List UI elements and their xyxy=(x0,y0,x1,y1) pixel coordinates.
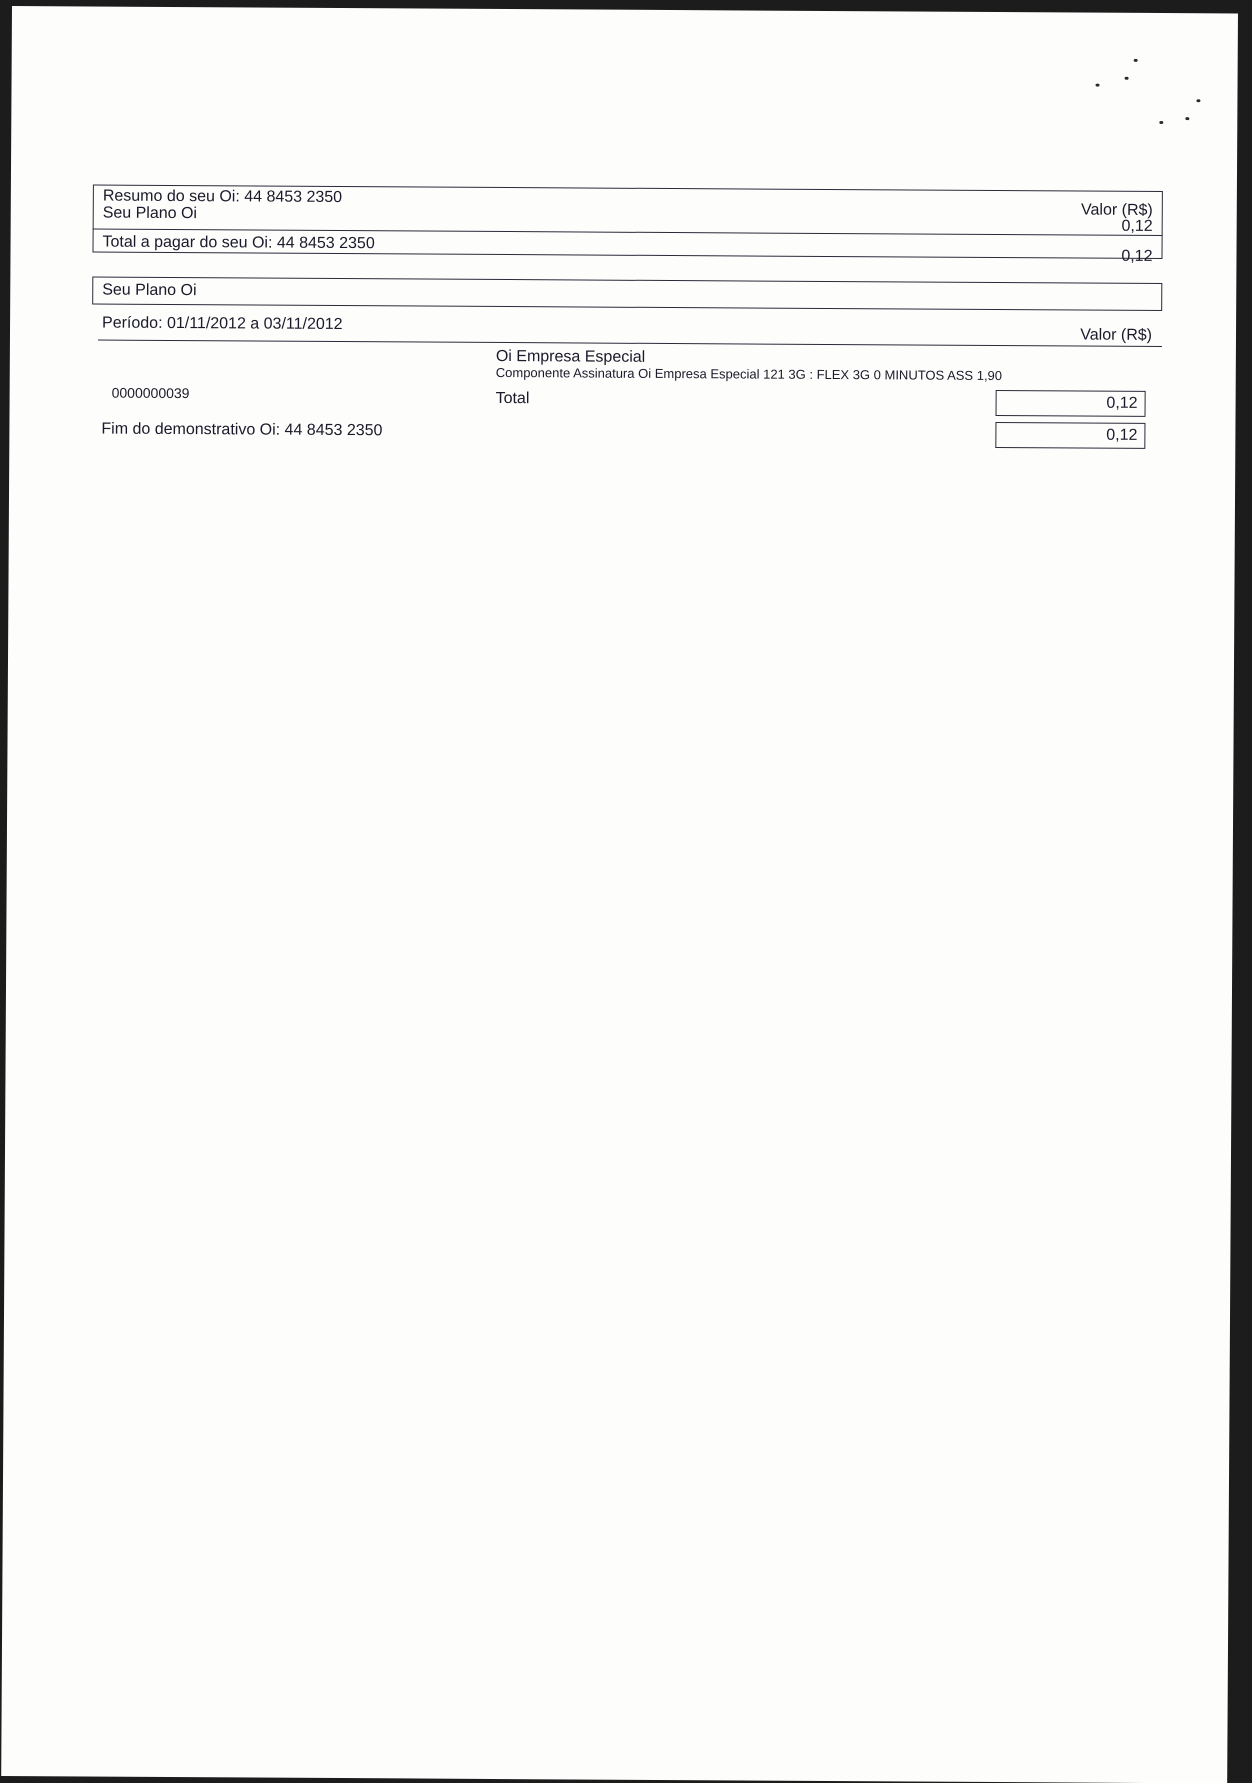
scan-speck xyxy=(1196,99,1200,102)
scan-speck xyxy=(1159,121,1163,124)
total-label: Total xyxy=(495,389,530,408)
plan-section-title: Seu Plano Oi xyxy=(102,281,197,300)
account-code: 0000000039 xyxy=(111,384,190,402)
document-page xyxy=(1,6,1238,1783)
product-name: Oi Empresa Especial xyxy=(495,347,646,366)
summary-title: Resumo do seu Oi: 44 8453 2350 xyxy=(102,187,343,207)
total-value: 0,12 xyxy=(1106,394,1138,412)
plan-value-header: Valor (R$) xyxy=(1080,326,1153,344)
summary-plan-label: Seu Plano Oi xyxy=(102,204,198,223)
period-divider xyxy=(98,340,1162,347)
scan-speck xyxy=(1134,59,1138,62)
summary-total-value: 0,12 xyxy=(1121,247,1153,265)
end-of-statement-label: Fim do demonstrativo Oi: 44 8453 2350 xyxy=(101,420,383,440)
period-label: Período: 01/11/2012 a 03/11/2012 xyxy=(102,314,343,334)
plan-section-box xyxy=(92,276,1162,311)
scan-speck xyxy=(1096,84,1100,87)
summary-total-label: Total a pagar do seu Oi: 44 8453 2350 xyxy=(102,233,375,253)
summary-value-header: Valor (R$) xyxy=(1081,201,1153,219)
summary-plan-value: 0,12 xyxy=(1121,217,1153,235)
scan-speck xyxy=(1125,77,1129,80)
component-description: Componente Assinatura Oi Empresa Especial 121 3G : FLEX 3G 0 MINUTOS ASS 1,90 xyxy=(495,364,1003,384)
end-value: 0,12 xyxy=(1106,426,1138,444)
scan-speck xyxy=(1185,117,1189,120)
